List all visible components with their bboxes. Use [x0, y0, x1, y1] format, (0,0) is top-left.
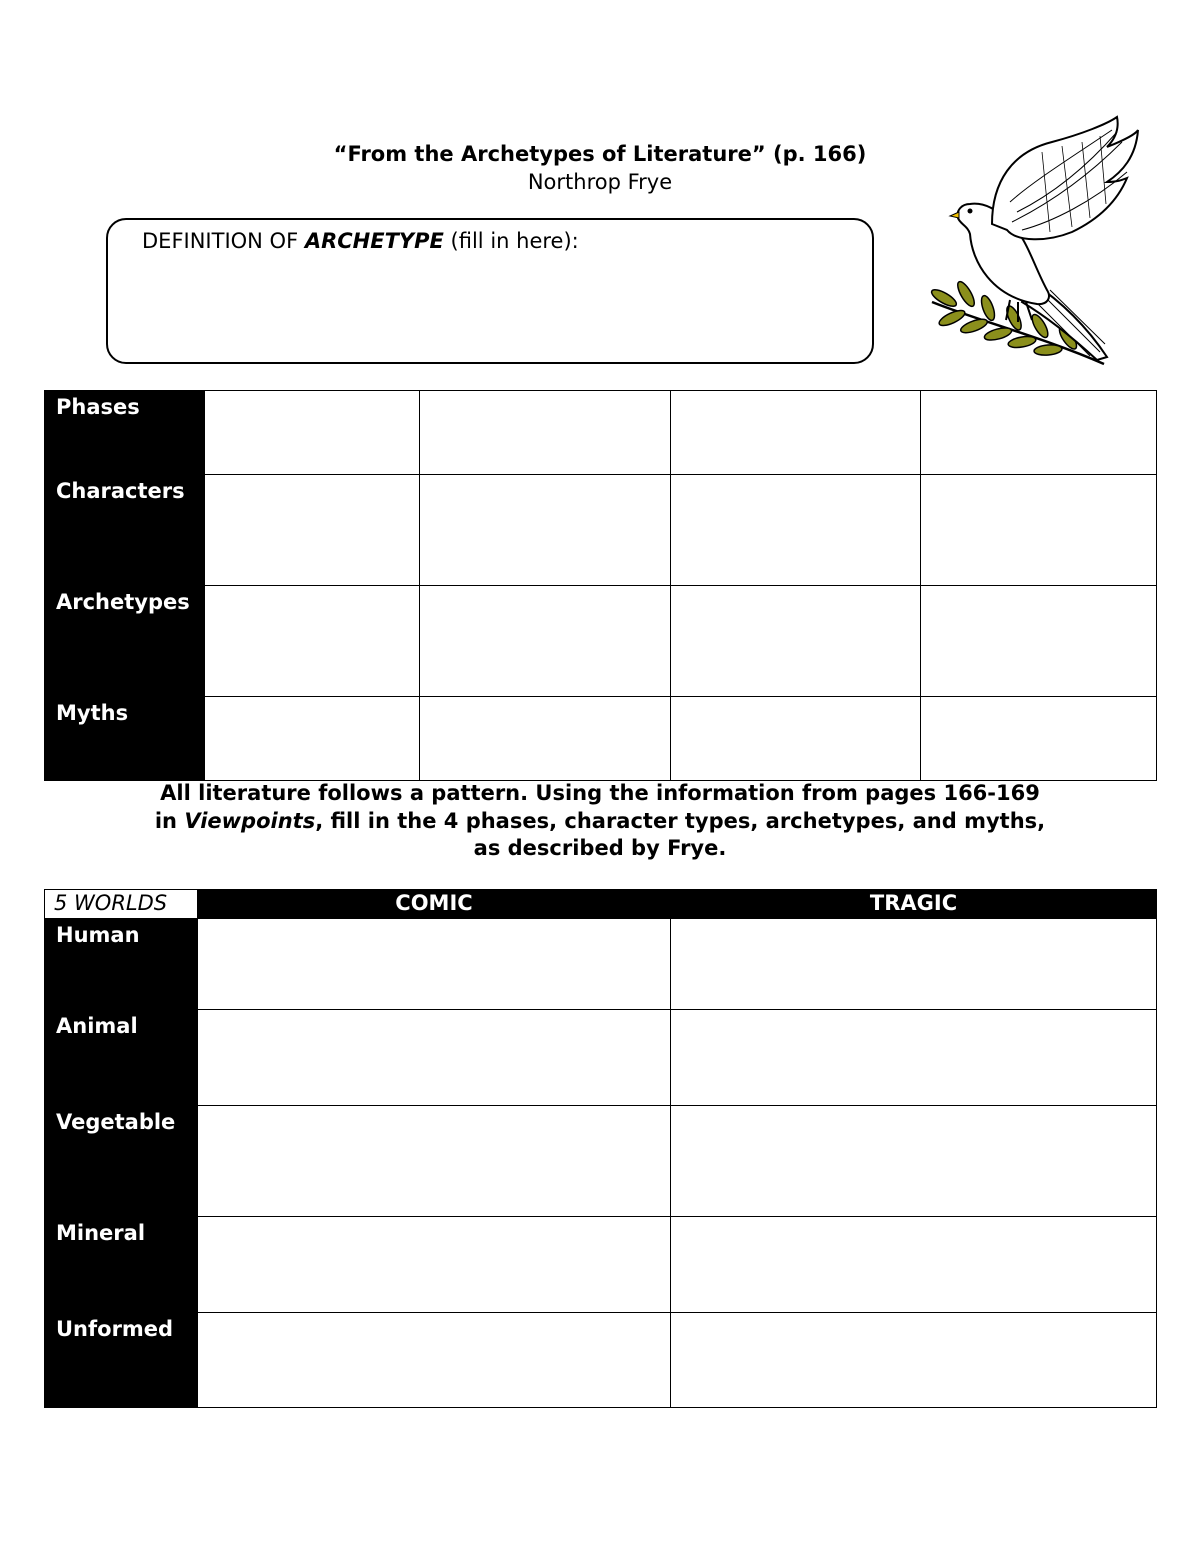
table-row [45, 919, 1157, 1010]
definition-box[interactable] [106, 218, 874, 364]
myths-cell[interactable] [420, 697, 671, 781]
row-header-characters: Characters [45, 475, 205, 586]
phases-cell[interactable] [921, 391, 1157, 475]
phases-cell[interactable] [420, 391, 671, 475]
definition-prefix: DEFINITION OF [142, 229, 305, 253]
table-header-row [45, 890, 1157, 919]
column-header-comic: COMIC [198, 890, 671, 919]
row-header-vegetable: Vegetable [45, 1106, 198, 1217]
worlds-table [44, 889, 1157, 1408]
page-title: “From the Archetypes of Literature” (p. 166) [333, 142, 867, 166]
unformed-tragic-cell[interactable] [671, 1313, 1157, 1408]
dove-with-olive-branch-icon [922, 112, 1142, 370]
phases-cell[interactable] [671, 391, 921, 475]
worlds-corner-label: 5 WORLDS [45, 890, 198, 919]
row-header-human: Human [45, 919, 198, 1010]
page-author: Northrop Frye [527, 170, 673, 194]
animal-tragic-cell[interactable] [671, 1010, 1157, 1106]
row-header-archetypes: Archetypes [45, 586, 205, 697]
instructions-text [150, 780, 1050, 863]
characters-cell[interactable] [921, 475, 1157, 586]
instructions-book-title: Viewpoints [184, 808, 316, 833]
table-row [45, 1106, 1157, 1217]
row-header-mineral: Mineral [45, 1217, 198, 1313]
archetypes-cell[interactable] [921, 586, 1157, 697]
vegetable-comic-cell[interactable] [198, 1106, 671, 1217]
human-comic-cell[interactable] [198, 919, 671, 1010]
table-row [45, 1217, 1157, 1313]
table-row [45, 475, 1157, 586]
definition-suffix: (fill in here): [443, 229, 579, 253]
myths-cell[interactable] [921, 697, 1157, 781]
column-header-tragic: TRAGIC [671, 890, 1157, 919]
table-row [45, 1010, 1157, 1106]
characters-cell[interactable] [205, 475, 420, 586]
definition-label [142, 227, 579, 255]
row-header-unformed: Unformed [45, 1313, 198, 1408]
mineral-tragic-cell[interactable] [671, 1217, 1157, 1313]
definition-term: ARCHETYPE [304, 229, 444, 253]
archetypes-cell[interactable] [671, 586, 921, 697]
myths-cell[interactable] [205, 697, 420, 781]
row-header-myths: Myths [45, 697, 205, 781]
archetypes-cell[interactable] [420, 586, 671, 697]
table-row [45, 391, 1157, 475]
archetypes-cell[interactable] [205, 586, 420, 697]
myths-cell[interactable] [671, 697, 921, 781]
human-tragic-cell[interactable] [671, 919, 1157, 1010]
instructions-part1: All literature follows a pattern. Using the information from pages 166-169 in [154, 781, 1040, 833]
phases-cell[interactable] [205, 391, 420, 475]
table-row [45, 1313, 1157, 1408]
mineral-comic-cell[interactable] [198, 1217, 671, 1313]
characters-cell[interactable] [420, 475, 671, 586]
characters-cell[interactable] [671, 475, 921, 586]
instructions-part2: , fill in the 4 phases, character types, archetypes, and myths, as described by Frye. [315, 808, 1046, 860]
row-header-phases: Phases [45, 391, 205, 475]
vegetable-tragic-cell[interactable] [671, 1106, 1157, 1217]
table-row [45, 697, 1157, 781]
animal-comic-cell[interactable] [198, 1010, 671, 1106]
unformed-comic-cell[interactable] [198, 1313, 671, 1408]
table-row [45, 586, 1157, 697]
phases-table [44, 390, 1157, 781]
row-header-animal: Animal [45, 1010, 198, 1106]
